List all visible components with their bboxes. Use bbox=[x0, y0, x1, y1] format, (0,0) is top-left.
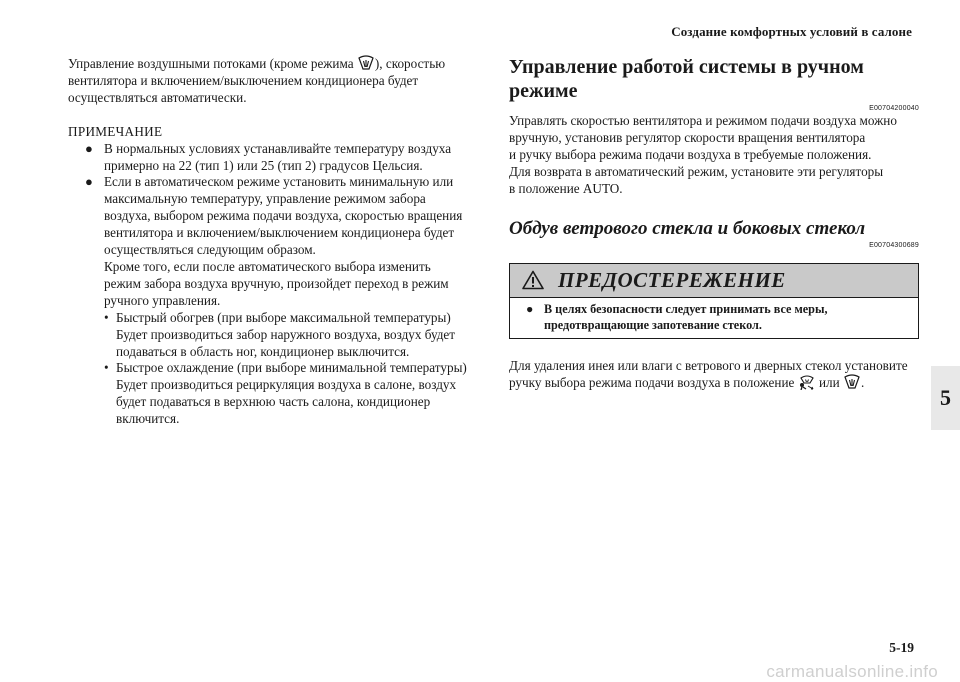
defrost-icon bbox=[843, 374, 861, 390]
sub-item-quick-cool bbox=[68, 360, 478, 428]
sub-marker: • bbox=[104, 360, 109, 376]
sub-marker: • bbox=[104, 309, 109, 325]
sub-line: Быстрый обогрев (при выборе максимальной температуры) bbox=[116, 309, 451, 325]
sub-line: будет подаваться в верхнюю часть салона, кондиционер bbox=[116, 394, 431, 410]
note-line: воздуха, выбором режима подачи воздуха, скоростью вращения bbox=[104, 208, 463, 224]
defrost-icon bbox=[357, 55, 375, 71]
manual-mode-heading: Управление работой системы в ручном режиме bbox=[509, 56, 864, 102]
defog-line: ручку выбора режима подачи воздуха в положение bbox=[509, 375, 798, 391]
defog-line: . bbox=[860, 375, 865, 391]
manual-line: вручную, установив регулятор скорости вращения вентилятора bbox=[509, 129, 866, 145]
manual-line: Управлять скоростью вентилятора и режимом подачи воздуха можно bbox=[509, 113, 897, 128]
note-line: осуществляться следующим образом. bbox=[104, 242, 316, 258]
warning-title: ПРЕДОСТЕРЕЖЕНИЕ bbox=[558, 267, 786, 292]
note-bullet bbox=[68, 174, 478, 309]
floor-defrost-icon bbox=[798, 374, 816, 390]
watermark: carmanualsonline.info bbox=[766, 662, 938, 681]
defog-paragraph bbox=[509, 358, 919, 393]
note-line: вентилятора и включением/выключением кондиционера будет bbox=[104, 225, 455, 241]
sub-item-quick-heat bbox=[68, 310, 478, 361]
chapter-tab: 5 bbox=[931, 366, 960, 430]
warning-triangle-icon bbox=[522, 270, 544, 290]
note-line: Кроме того, если после автоматического выбора изменить bbox=[104, 258, 431, 274]
note-line: максимальную температуру, управление режимом забора bbox=[104, 191, 426, 207]
manual-line: Для возврата в автоматический режим, установите эти регуляторы bbox=[509, 163, 884, 179]
bullet-marker: ● bbox=[85, 140, 93, 156]
bullet-marker: ● bbox=[526, 301, 534, 316]
note-label: ПРИМЕЧАНИЕ bbox=[68, 123, 163, 139]
intro-line: вентилятора и включением/выключением кондиционера будет bbox=[68, 72, 419, 88]
heading-code: E00704200040 bbox=[869, 105, 919, 112]
warning-body bbox=[510, 298, 918, 338]
left-column bbox=[68, 55, 478, 428]
warning-header bbox=[510, 264, 918, 298]
note-line: режим забора воздуха вручную, произойдет переход в режим bbox=[104, 275, 449, 291]
section-title: Создание комфортных условий в салоне bbox=[671, 24, 912, 39]
intro-line: Управление воздушными потоками (кроме режима bbox=[68, 56, 357, 71]
bullet-marker: ● bbox=[85, 174, 93, 190]
sub-line: Будет производиться рециркуляция воздуха в салоне, воздух bbox=[116, 377, 457, 393]
sub-line: Будет производиться забор наружного воздуха, воздух будет bbox=[116, 326, 456, 342]
note-line: примерно на 22 (тип 1) или 25 (тип 2) градусов Цельсия. bbox=[104, 157, 423, 173]
page-number: 5-19 bbox=[889, 640, 914, 655]
note-line: ручного управления. bbox=[104, 292, 221, 308]
intro-paragraph bbox=[68, 55, 478, 107]
manual-line: в положение AUTO. bbox=[509, 180, 623, 196]
subheading-code: E00704300689 bbox=[869, 241, 919, 249]
warning-line: В целях безопасности следует принимать все меры, bbox=[544, 301, 828, 316]
defog-subheading: Обдув ветрового стекла и боковых стекол bbox=[509, 217, 866, 239]
note-bullet bbox=[68, 141, 478, 175]
warning-line: предотвращающие запотевание стекол. bbox=[544, 317, 762, 332]
right-column bbox=[509, 55, 919, 392]
intro-line: ), скоростью bbox=[374, 56, 446, 71]
sub-line: включится. bbox=[116, 411, 180, 427]
defog-line: Для удаления инея или влаги с ветрового и дверных стекол установите bbox=[509, 357, 908, 373]
sub-line: подаваться в область ног, кондиционер выключится. bbox=[116, 343, 410, 359]
manual-line: и ручку выбора режима подачи воздуха в требуемые положения. bbox=[509, 146, 872, 162]
intro-line: осуществляться автоматически. bbox=[68, 89, 247, 105]
note-line: В нормальных условиях устанавливайте температуру воздуха bbox=[104, 140, 452, 156]
manual-mode-paragraph bbox=[509, 113, 919, 198]
defog-line: или bbox=[815, 375, 843, 391]
warning-box bbox=[509, 263, 919, 339]
sub-line: Быстрое охлаждение (при выборе минимальной температуры) bbox=[116, 360, 467, 376]
note-line: Если в автоматическом режиме установить минимальную или bbox=[104, 174, 454, 190]
